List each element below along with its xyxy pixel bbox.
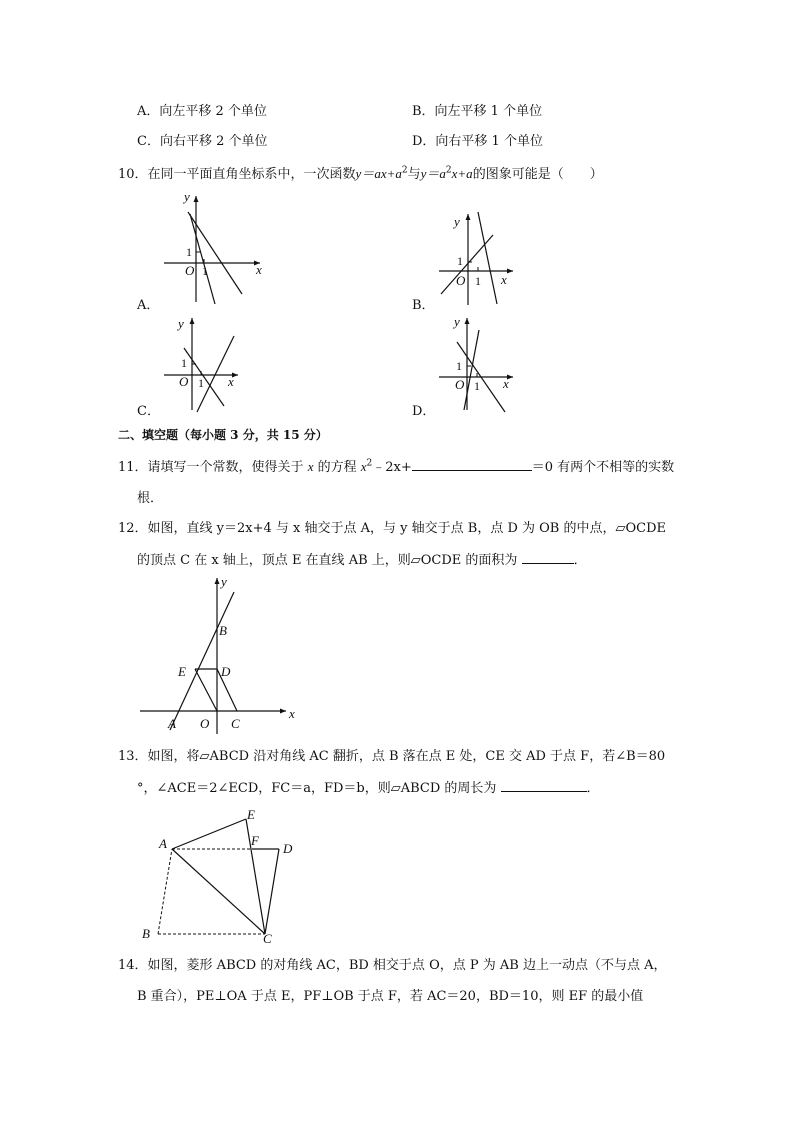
q12-figure (136, 572, 306, 740)
q13-line-2: °，∠ACE＝2∠ECD，FC＝a，FD＝b，则▱ABCD 的周长为 ． (137, 781, 600, 796)
q13-label-d: D (283, 841, 293, 856)
graph-b-x-label: x (501, 272, 507, 287)
q12-label-b: B (219, 623, 227, 638)
graph-a-origin: O (185, 263, 195, 278)
q9-option-a: A．向左平移 2 个单位 (137, 104, 267, 119)
q12-label-o: O (200, 716, 210, 731)
q13-label-c: C (263, 931, 272, 946)
graph-b-origin: O (456, 273, 466, 288)
graph-c-label: C． (137, 404, 160, 419)
graph-d-one-y: 1 (456, 359, 462, 373)
q13-answer-blank (501, 779, 587, 792)
graph-a-label: A． (137, 298, 160, 313)
graph-a-y-label: y (184, 189, 190, 204)
q12-label-e: E (178, 664, 186, 679)
graph-option-d (435, 314, 525, 414)
graph-b-label: B． (412, 298, 435, 313)
graph-d-x-label: x (503, 376, 509, 391)
graph-d-one-x: 1 (474, 379, 480, 393)
graph-a-one-y: 1 (186, 245, 192, 259)
q13-label-e: E (247, 807, 255, 822)
graph-option-a (160, 190, 270, 310)
q13-label-f: F (251, 833, 259, 848)
section-heading: 二、填空题（每小题 3 分，共 15 分） (118, 428, 328, 442)
q11-answer-blank (412, 458, 532, 471)
q12-label-a: A (168, 716, 176, 731)
q13-label-a: A (159, 836, 167, 851)
graph-d-y-label: y (454, 314, 460, 329)
graph-d-origin: O (455, 377, 465, 392)
q12-label-y: y (221, 574, 227, 589)
graph-d-label: D． (412, 404, 436, 419)
graph-c-y-label: y (178, 316, 184, 331)
q12-line-2: 的顶点 C 在 x 轴上，顶点 E 在直线 AB 上，则▱OCDE 的面积为 ． (137, 553, 587, 568)
graph-c-one-y: 1 (181, 356, 187, 370)
q14-line-1: 14．如图，菱形 ABCD 的对角线 AC，BD 相交于点 O，点 P 为 AB 边上一动点（不与点 A， (118, 958, 667, 973)
graph-c-x-label: x (228, 374, 234, 389)
q9-option-d: D．向右平移 1 个单位 (412, 134, 543, 149)
q9-option-c: C．向右平移 2 个单位 (137, 134, 268, 149)
q12-label-d: D (221, 664, 231, 679)
graph-c-one-x: 1 (198, 376, 204, 390)
q12-label-c: C (231, 716, 240, 731)
graph-a-one-x: 1 (202, 264, 208, 278)
graph-b-y-label: y (454, 214, 460, 229)
q13-line-1: 13．如图，将▱ABCD 沿对角线 AC 翻折，点 B 落在点 E 处，CE 交 AD 于点 F，若∠B＝80 (118, 749, 666, 764)
graph-b-one-y: 1 (457, 254, 463, 268)
graph-option-b (435, 210, 525, 310)
graph-b-one-x: 1 (475, 274, 481, 288)
q10-stem: 10．在同一平面直角坐标系中，一次函数$y=ax+a^2$与$y=a^2x+a$的图象可能是（ ） (118, 165, 603, 182)
q11-line-1: 11．请填写一个常数，使得关于 x 的方程 $x^2﹣2x+ =0$ 有两个不相等的实数 (118, 458, 675, 475)
q11-line-2: 根． (137, 491, 164, 506)
q12-label-x: x (289, 706, 295, 721)
q12-answer-blank (522, 551, 574, 564)
q9-option-b: B．向左平移 1 个单位 (412, 104, 543, 119)
q13-figure (138, 805, 308, 945)
graph-a-x-label: x (256, 262, 262, 277)
q14-line-2: B 重合），PE⊥OA 于点 E，PF⊥OB 于点 F，若 AC＝20，BD＝10，则 EF 的最小值 (137, 989, 644, 1004)
graph-c-origin: O (179, 374, 189, 389)
q12-line-1: 12．如图，直线 y＝2x+4 与 x 轴交于点 A，与 y 轴交于点 B，点 D 为 OB 的中点，▱OCDE (118, 521, 667, 536)
graph-option-c (160, 314, 250, 414)
q13-label-b: B (142, 926, 150, 941)
